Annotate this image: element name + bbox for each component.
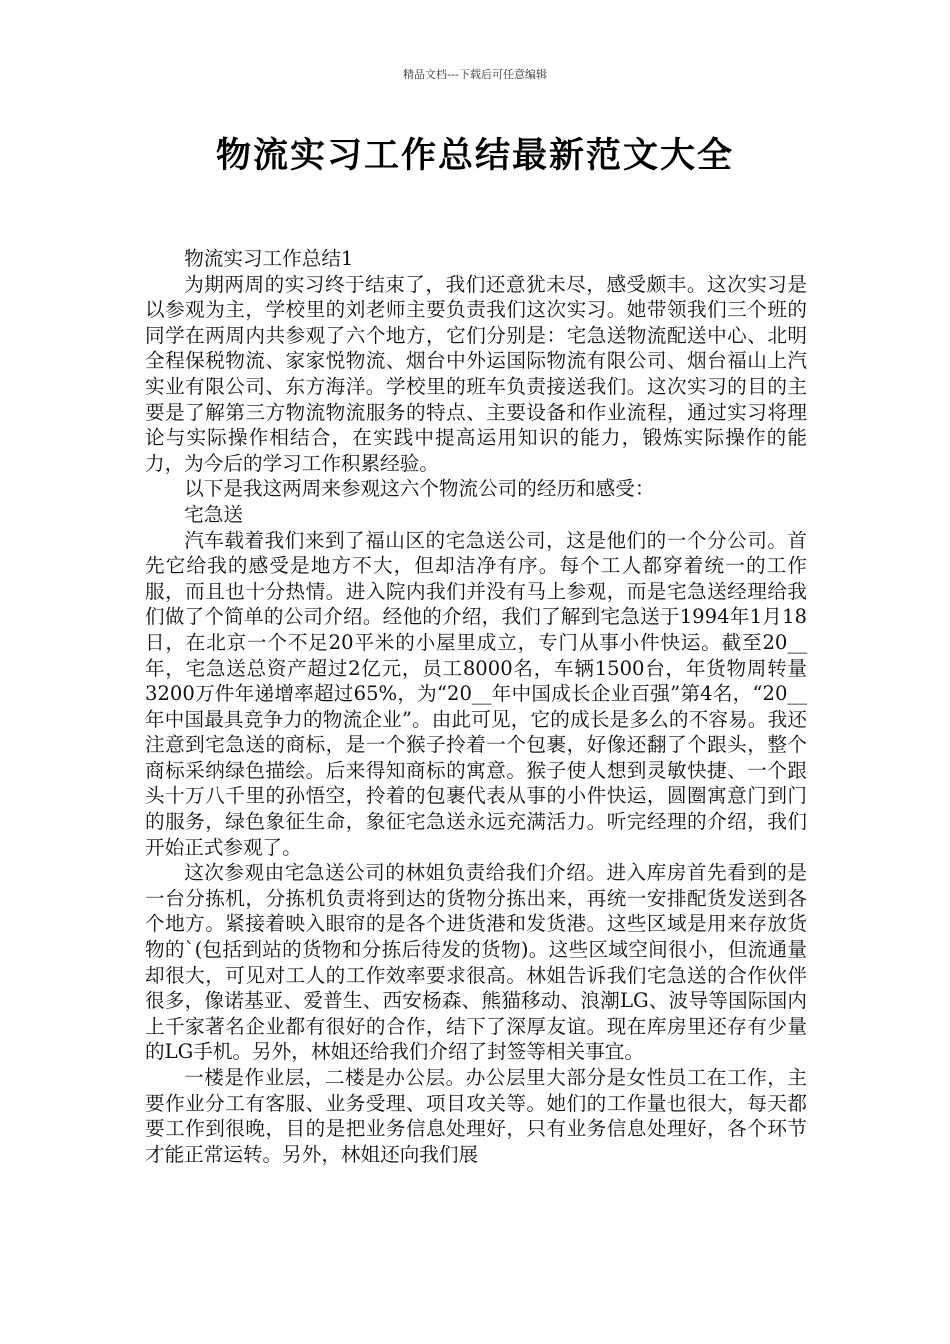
section-heading: 物流实习工作总结1	[184, 247, 354, 270]
paragraph: 以下是我这两周来参观这六个物流公司的经历和感受：	[184, 477, 655, 501]
paragraph: 为期两周的实习终于结束了，我们还意犹未尽，感受颇丰。这次实习是以参观为主，学校里的刘老师主要负责我们这次实习。她带领我们三个班的同学在两周内共参观了六个地方，它们分别是：宅急送物流配送中心、北明全程保税物流、家家悦物流、烟台中外运国际物流有限公司、烟台福山上汽实业有限公司、东方海洋。学校里的班车负责接送我们。这次实习的目的主要是了解第三方物流物流服务的特点、主要设备和作业流程，通过实习将理论与实际操作相结合，在实践中提高运用知识的能力，锻炼实际操作的能力，为今后的学习工作积累经验。	[145, 272, 807, 475]
paragraph: 这次参观由宅急送公司的林姐负责给我们介绍。进入库房首先看到的是一台分拣机，分拣机负责将到达的货物分拣出来，再统一安排配货发送到各个地方。紧接着映入眼帘的是各个进货港和发货港。这些区域是用来存放货物的`(包括到站的货物和分拣后待发的货物)。这些区域空间很小，但流通量却很大，可见对工人的工作效率要求很高。林姐告诉我们宅急送的合作伙伴很多，像诺基亚、爱普生、西安杨森、熊猫移动、浪潮LG、波导等国际国内上千家著名企业都有很好的合作，结下了深厚友谊。现在库房里还存有少量的LG手机。另外，林姐还给我们介绍了封签等相关事宜。	[145, 861, 807, 1064]
section-heading: 宅急送	[184, 502, 243, 526]
document-body	[145, 246, 807, 1167]
header-note: 精品文档---下载后可任意编辑	[403, 68, 547, 81]
document-title: 物流实习工作总结最新范文大全	[215, 136, 734, 176]
paragraph: 汽车载着我们来到了福山区的宅急送公司，这是他们的一个分公司。首先它给我的感受是地方不大，但却洁净有序。每个工人都穿着统一的工作服，而且也十分热情。进入院内我们并没有马上参观，而是宅急送经理给我们做了个简单的公司介绍。经他的介绍，我们了解到宅急送于1994年1月18日，在北京一个不足20平米的小屋里成立，专门从事小件快运。截至20__年，宅急送总资产超过2亿元，员工8000名，车辆1500台，年货物周转量3200万件年递增率超过65%，为“20__年中国成长企业百强”第4名，“20__年中国最具竞争力的物流企业”。由此可见，它的成长是多么的不容易。我还注意到宅急送的商标，是一个猴子拎着一个包裹，好像还翻了个跟头，整个商标采纳绿色描绘。后来得知商标的寓意。猴子使人想到灵敏快捷、一个跟头十万八千里的孙悟空，拎着的包裹代表从事的小件快运，圆圈寓意门到门的服务，绿色象征生命，象征宅急送永远充满活力。听完经理的介绍，我们开始正式参观了。	[145, 528, 807, 859]
paragraph: 一楼是作业层，二楼是办公层。办公层里大部分是女性员工在工作，主要作业分工有客服、业务受理、项目攻关等。她们的工作量也很大，每天都要工作到很晚，目的是把业务信息处理好，只有业务信息处理好，各个环节才能正常运转。另外，林姐还向我们展	[145, 1066, 807, 1166]
